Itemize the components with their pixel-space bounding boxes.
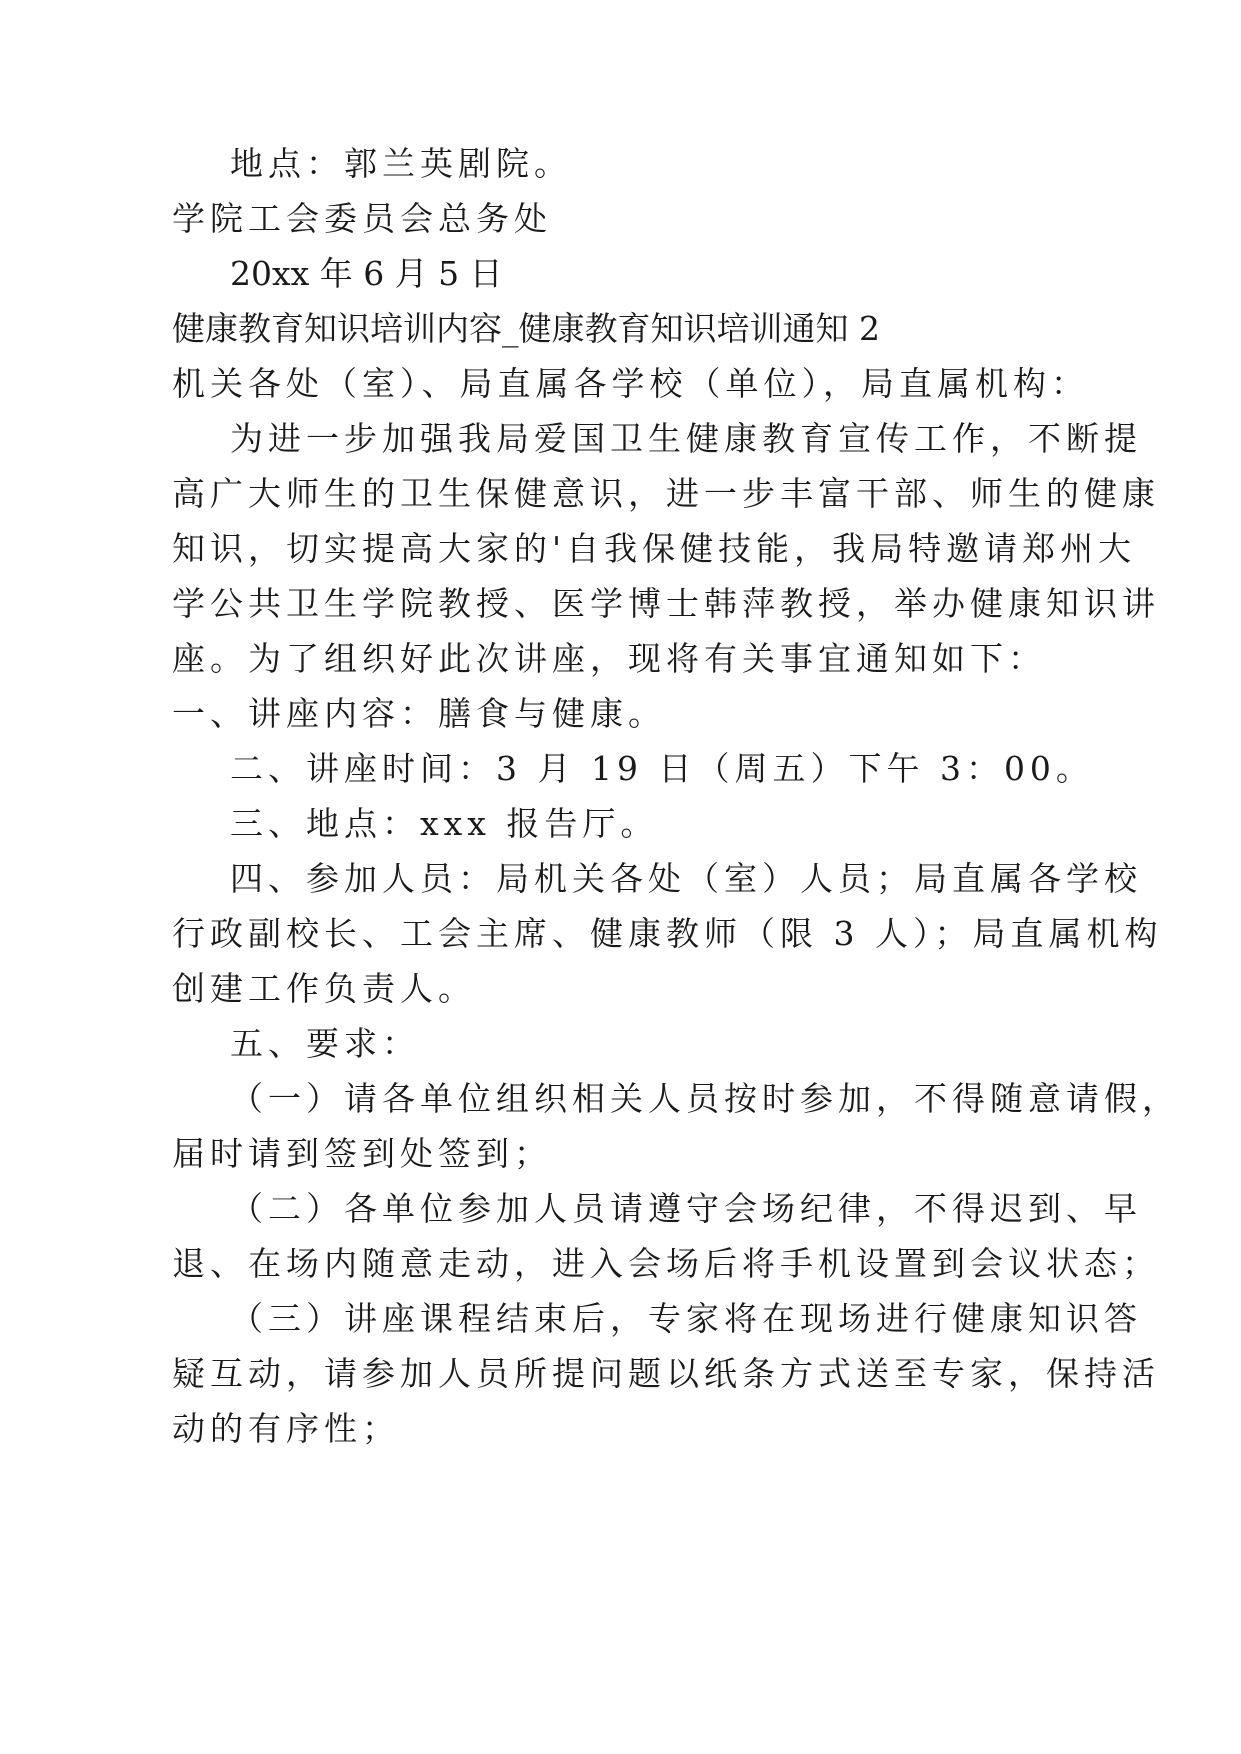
- paragraph-line: 高广大师生的卫生保健意识，进一步丰富干部、师生的健康: [172, 474, 1160, 513]
- requirement-2-cont: 退、在场内随意走动，进入会场后将手机设置到会议状态；: [172, 1244, 1160, 1283]
- item-participants: 四、参加人员：局机关各处（室）人员；局直属各学校: [230, 859, 1142, 898]
- paragraph-line: 座。为了组织好此次讲座，现将有关事宜通知如下：: [172, 639, 1046, 678]
- requirement-3-cont: 疑互动，请参加人员所提问题以纸条方式送至专家，保持活: [172, 1354, 1160, 1393]
- section-title: 健康教育知识培训内容_健康教育知识培训通知 2: [172, 309, 880, 348]
- requirement-3: （三）讲座课程结束后，专家将在现场进行健康知识答: [230, 1299, 1142, 1338]
- addressee-line: 机关各处（室）、局直属各学校（单位），局直属机构：: [172, 364, 1089, 403]
- paragraph-line: 学公共卫生学院教授、医学博士韩萍教授，举办健康知识讲: [172, 584, 1160, 623]
- venue-line: 地点：郭兰英剧院。: [230, 144, 572, 183]
- item-time: 二、讲座时间：3 月 19 日（周五）下午 3：00。: [230, 749, 1094, 788]
- item-content: 一、讲座内容：膳食与健康。: [172, 694, 666, 733]
- requirement-1: （一）请各单位组织相关人员按时参加，不得随意请假，: [230, 1079, 1180, 1118]
- requirement-1-cont: 届时请到签到处签到；: [172, 1134, 552, 1173]
- requirement-3-cont: 动的有序性；: [172, 1409, 400, 1448]
- paragraph-line: 为进一步加强我局爱国卫生健康教育宣传工作，不断提: [230, 419, 1142, 458]
- issuer-line: 学院工会委员会总务处: [172, 199, 552, 238]
- paragraph-line: 知识，切实提高大家的'自我保健技能，我局特邀请郑州大: [172, 529, 1137, 568]
- item-requirements: 五、要求：: [230, 1024, 420, 1063]
- item-participants-cont: 创建工作负责人。: [172, 969, 476, 1008]
- date-line: 20xx 年 6 月 5 日: [230, 254, 503, 293]
- requirement-2: （二）各单位参加人员请遵守会场纪律，不得迟到、早: [230, 1189, 1142, 1228]
- item-venue: 三、地点：xxx 报告厅。: [230, 804, 659, 843]
- item-participants-cont: 行政副校长、工会主席、健康教师（限 3 人）；局直属机构: [172, 914, 1163, 953]
